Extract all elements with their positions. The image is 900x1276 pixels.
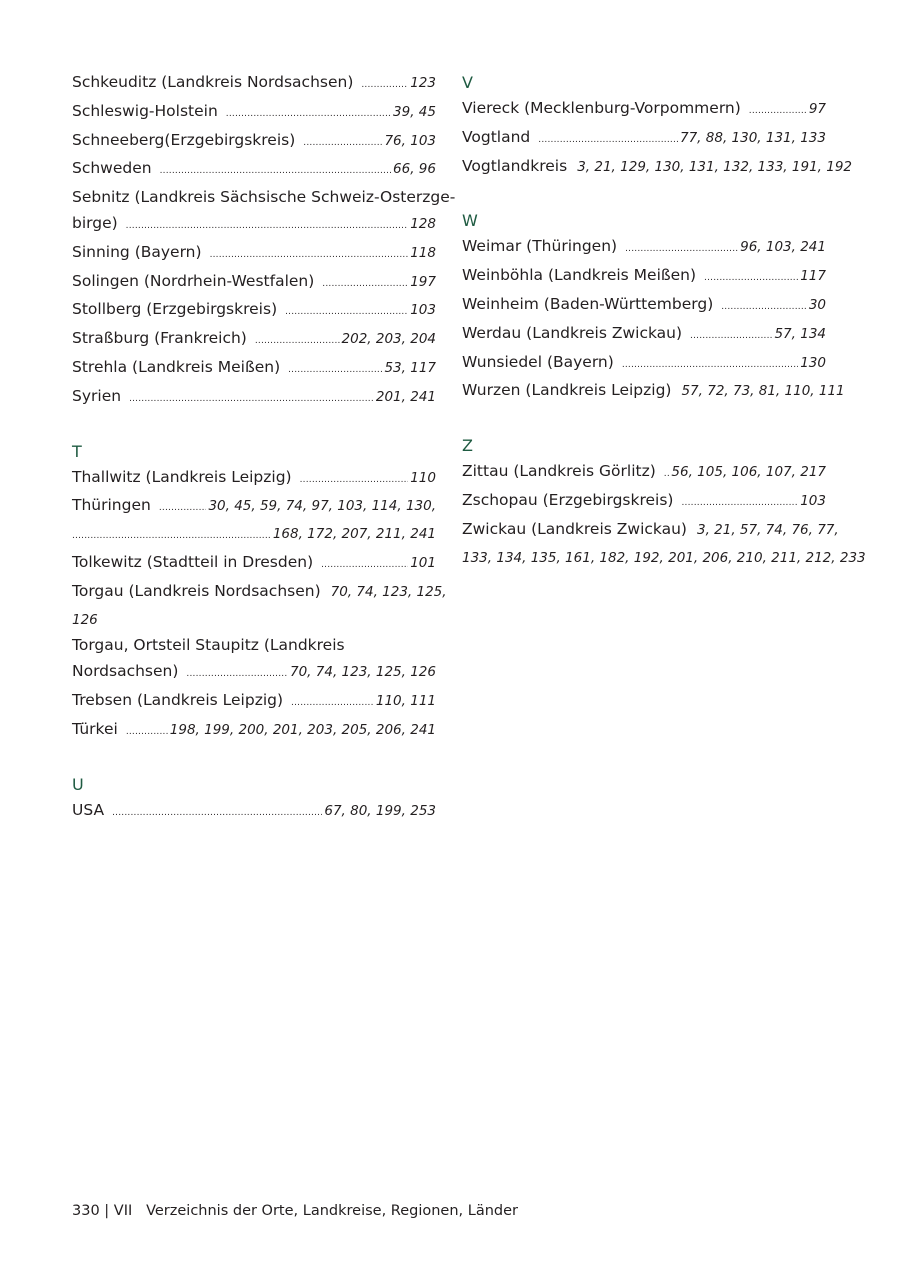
index-entry [72, 717, 436, 746]
index-entry [72, 156, 436, 185]
index-column-left [72, 70, 456, 852]
entry-pages: 56, 105, 106, 107, 217 [671, 464, 826, 481]
index-entry [72, 465, 436, 494]
leader-dots [538, 128, 678, 154]
entry-name: Zschopau (Erzgebirgskreis) [462, 490, 674, 509]
index-entry [72, 99, 436, 128]
page-footer: 330 | VII Verzeichnis der Orte, Landkreise, Regionen, Länder [72, 1203, 519, 1219]
entry-name: Solingen (Nordrhein-Westfalen) [72, 271, 315, 290]
entry-pages: 201, 241 [375, 388, 436, 405]
entry-name-line1: Sebnitz (Landkreis Sächsische Schweiz-Osterzge- [72, 188, 456, 207]
entry-pages: 76, 103 [384, 132, 436, 149]
entry-name: Wurzen (Landkreis Leipzig) [462, 381, 672, 400]
entry-pages: 110 [410, 469, 436, 486]
leader-dots [749, 99, 807, 125]
leader-dots [126, 214, 409, 240]
entry-pages: 30 [808, 296, 826, 313]
entry-pages: 118 [410, 244, 436, 261]
entry-pages: 70, 74, 123, 125, 126 [290, 664, 436, 681]
entry-name: Tolkewitz (Stadtteil in Dresden) [72, 552, 314, 571]
entry-name: Weinheim (Baden-Württemberg) [462, 294, 714, 313]
entry-pages: 39, 45 [393, 103, 436, 120]
entry-pages: 128 [410, 215, 436, 232]
entry-name: Weinböhla (Landkreis Meißen) [462, 266, 697, 285]
entry-name: Vogtland [462, 127, 531, 146]
section-letter: T [72, 441, 82, 461]
entry-name: Sinning (Bayern) [72, 242, 202, 261]
entry-pages: 57, 72, 73, 81, 110, 111 [681, 383, 845, 400]
entry-name: Thallwitz (Landkreis Leipzig) [72, 467, 292, 486]
entry-name: Weimar (Thüringen) [462, 237, 618, 256]
entry-name: Strehla (Landkreis Meißen) [72, 357, 281, 376]
entry-pages: 103 [410, 302, 436, 319]
entry-name: USA [72, 800, 105, 819]
entry-pages: 3, 21, 129, 130, 131, 132, 133, 191, 192 [577, 158, 853, 175]
index-entry [462, 263, 826, 292]
leader-dots [159, 496, 207, 522]
index-entry [72, 128, 436, 157]
entry-name-line1: Torgau, Ortsteil Staupitz (Landkreis [72, 636, 345, 655]
entry-name: Zwickau (Landkreis Zwickau) [462, 519, 687, 538]
index-entry [72, 633, 436, 688]
index-section-s [72, 70, 456, 413]
entry-pages: 66, 96 [393, 161, 436, 178]
leader-dots [625, 237, 738, 263]
entry-name: Syrien [72, 386, 122, 405]
section-letter: U [72, 774, 84, 794]
entry-name: Vogtlandkreis [462, 156, 568, 175]
index-section-z [462, 433, 866, 571]
entry-pages: 3, 21, 57, 74, 76, 77, [696, 521, 839, 538]
index-entry [72, 688, 436, 717]
leader-dots [664, 462, 670, 488]
leader-dots [288, 358, 382, 384]
entry-name: Schneeberg(Erzgebirgskreis) [72, 130, 296, 149]
leader-dots [255, 329, 340, 355]
entry-pages: 198, 199, 200, 201, 203, 205, 206, 241 [169, 721, 436, 738]
entry-pages: 96, 103, 241 [740, 239, 826, 256]
section-letter: W [462, 211, 478, 231]
index-entry [462, 154, 853, 183]
leader-dots [361, 73, 408, 99]
index-entry [72, 240, 436, 269]
entry-pages: 70, 74, 123, 125, [330, 583, 447, 600]
entry-name: birge) [72, 213, 118, 232]
leader-dots [226, 102, 391, 128]
entry-name: Thüringen [72, 496, 151, 515]
entry-name: Viereck (Mecklenburg-Vorpommern) [462, 99, 741, 117]
section-letter: Z [462, 436, 473, 456]
index-entry [462, 488, 826, 517]
entry-name: Schweden [72, 159, 152, 178]
index-entry [462, 459, 826, 488]
index-entry [462, 378, 845, 407]
index-entry [462, 350, 826, 379]
index-entry [72, 550, 436, 579]
leader-dots [681, 491, 798, 517]
entry-pages: 30, 45, 59, 74, 97, 103, 114, 130, [208, 498, 436, 515]
leader-dots [112, 801, 322, 827]
index-entry [72, 269, 436, 298]
leader-dots [690, 324, 772, 350]
index-entry [72, 493, 436, 550]
entry-name: Nordsachsen) [72, 662, 179, 681]
leader-dots [210, 243, 409, 269]
leader-dots [285, 300, 408, 326]
index-entry [462, 234, 826, 263]
index-entry [72, 297, 436, 326]
entry-pages: 117 [800, 268, 826, 285]
index-section-t [72, 439, 447, 746]
entry-pages: 53, 117 [384, 359, 436, 376]
leader-dots [72, 524, 271, 550]
entry-name: Straßburg (Frankreich) [72, 329, 247, 348]
leader-dots [129, 387, 374, 413]
entry-pages: 77, 88, 130, 131, 133 [680, 129, 826, 146]
leader-dots [160, 159, 391, 185]
leader-dots [622, 353, 798, 379]
entry-name: Torgau (Landkreis Nordsachsen) [72, 581, 321, 600]
index-entry [72, 326, 436, 355]
leader-dots [291, 691, 374, 717]
entry-pages: 97 [808, 101, 826, 117]
entry-pages: 57, 134 [774, 325, 826, 342]
entry-name: Trebsen (Landkreis Leipzig) [72, 690, 284, 709]
entry-pages-continued: 126 [72, 611, 98, 628]
leader-dots [322, 272, 408, 298]
index-entry [72, 579, 447, 634]
leader-dots [321, 553, 408, 579]
entry-pages: 123 [410, 75, 436, 91]
index-section-v [462, 70, 853, 182]
entry-name: Wunsiedel (Bayern) [462, 352, 614, 371]
index-entry [72, 798, 436, 827]
entry-pages: 202, 203, 204 [341, 331, 436, 348]
leader-dots [704, 266, 798, 292]
entry-name: Zittau (Landkreis Görlitz) [462, 462, 656, 481]
index-column-right [462, 70, 866, 597]
index-section-u [72, 772, 436, 827]
index-entry [72, 70, 436, 99]
index-entry [72, 185, 456, 240]
index-entry [462, 517, 866, 572]
entry-pages: 110, 111 [375, 692, 436, 709]
leader-dots [186, 662, 288, 688]
index-entry [462, 292, 826, 321]
entry-name: Werdau (Landkreis Zwickau) [462, 323, 683, 342]
leader-dots [300, 468, 409, 494]
entry-pages: 67, 80, 199, 253 [324, 802, 436, 819]
section-letter: V [462, 73, 473, 92]
entry-pages: 130 [800, 354, 826, 371]
entry-name: Türkei [72, 719, 118, 738]
entry-pages: 103 [800, 492, 826, 509]
index-entry [462, 125, 826, 154]
index-entry [462, 321, 826, 350]
entry-name: Schleswig-Holstein [72, 101, 218, 120]
entry-pages: 197 [410, 273, 436, 290]
leader-dots [721, 295, 807, 321]
entry-pages: 101 [410, 554, 436, 571]
entry-name: Schkeuditz (Landkreis Nordsachsen) [72, 73, 354, 91]
index-entry [72, 384, 436, 413]
entry-pages-continued: 133, 134, 135, 161, 182, 192, 201, 206, 210, 211, 212, 233 [462, 549, 866, 566]
entry-pages-continued: 168, 172, 207, 211, 241 [272, 526, 436, 543]
index-entry [72, 355, 436, 384]
index-section-w [462, 208, 845, 407]
index-entry [462, 96, 826, 125]
entry-name: Stollberg (Erzgebirgskreis) [72, 300, 278, 319]
leader-dots [126, 720, 168, 746]
leader-dots [303, 131, 382, 157]
